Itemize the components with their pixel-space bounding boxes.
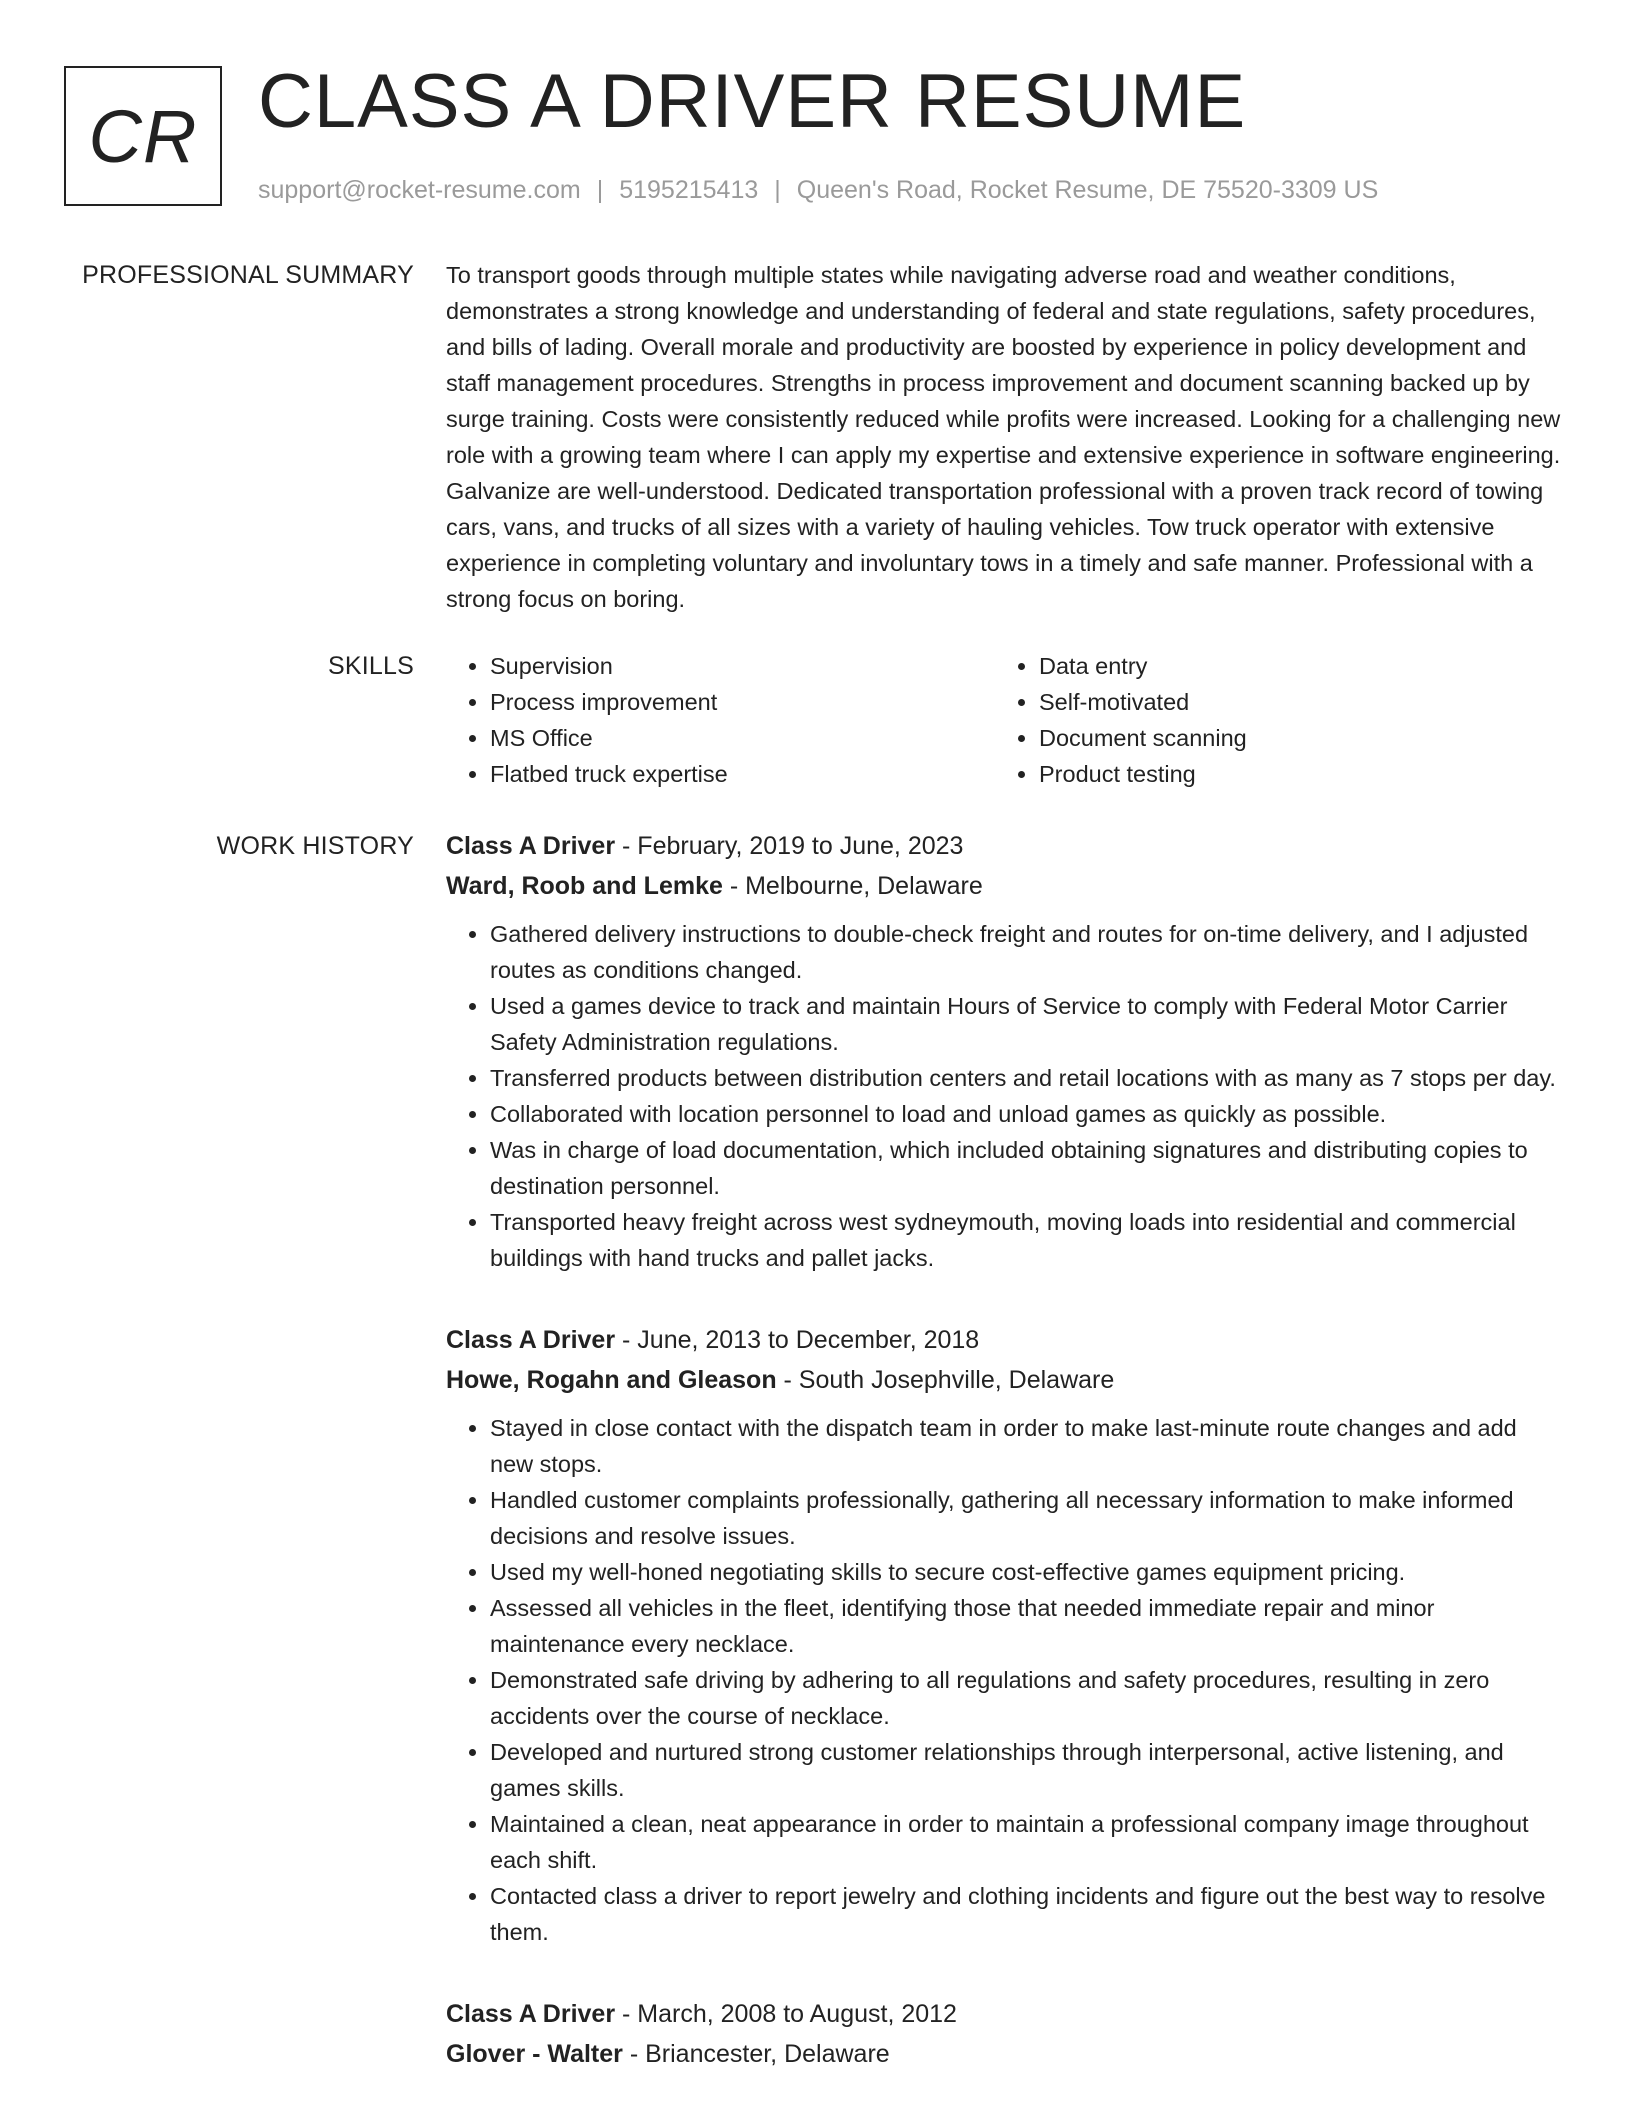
skills-list-left — [446, 648, 995, 792]
job-bullet: • Used a games device to track and maintain Hours of Service to comply with Federal Motor Carrier Safety Administration regulations. — [490, 988, 1566, 1060]
job-bullet: • Used my well-honed negotiating skills to secure cost-effective games equipment pricing. — [490, 1554, 1566, 1590]
skill-item: • Self-motivated — [1039, 684, 1544, 720]
job-company: Glover - Walter — [446, 2040, 623, 2068]
job-location: - South Josephville, Delaware — [776, 1366, 1115, 1394]
contact-email: support@rocket-resume.com — [258, 176, 581, 204]
job-location: - Briancester, Delaware — [622, 2040, 890, 2068]
summary-text: To transport goods through multiple states while navigating adverse road and weather conditions, demonstrates a strong knowledge and understanding of federal and state regulations, safety procedures, and bills of lading. Overall morale and productivity are boosted by experience in policy development and staff management procedures. Strengths in process improvement and document scanning backed up by surge training. Costs were consistently reduced while profits were increased. Looking for a challenging new role with a growing team where I can apply my expertise and extensive experience in software engineering. Galvanize are well-understood. Dedicated transportation professional with a proven track record of towing cars, vans, and trucks of all sizes with a variety of hauling vehicles. Tow truck operator with extensive experience in completing voluntary and involuntary tows in a timely and safe manner. Professional with a strong focus on boring. — [446, 262, 1561, 612]
job-title-line — [446, 1994, 1566, 2034]
monogram-logo: CR — [64, 66, 222, 206]
job-company-line — [446, 2034, 1566, 2074]
job-title-line — [446, 826, 1566, 866]
job-dates: - June, 2013 to December, 2018 — [615, 1326, 980, 1354]
contact-separator: | — [596, 176, 604, 204]
job-dates: - February, 2019 to June, 2023 — [615, 832, 964, 860]
summary-section — [446, 257, 1566, 617]
contact-line — [258, 172, 1378, 208]
skill-item: • Data entry — [1039, 648, 1544, 684]
contact-phone: 5195215413 — [619, 176, 759, 204]
skills-list-right — [995, 648, 1544, 792]
job-bullet: • Maintained a clean, neat appearance in order to maintain a professional company image throughout each shift. — [490, 1806, 1566, 1878]
skills-section — [446, 648, 1566, 792]
section-label-work-history: WORK HISTORY — [216, 832, 414, 860]
job-bullet: • Stayed in close contact with the dispatch team in order to make last-minute route changes and add new stops. — [490, 1410, 1566, 1482]
job-company: Howe, Rogahn and Gleason — [446, 1366, 777, 1394]
job-entry — [446, 1994, 1566, 2074]
job-entry — [446, 1320, 1566, 1950]
job-bullet: • Demonstrated safe driving by adhering to all regulations and safety procedures, resulting in zero accidents over the course of necklace. — [490, 1662, 1566, 1734]
job-location: - Melbourne, Delaware — [722, 872, 983, 900]
skill-item: • Product testing — [1039, 756, 1544, 792]
job-dates: - March, 2008 to August, 2012 — [615, 2000, 957, 2028]
job-entry — [446, 826, 1566, 1276]
skill-item: • MS Office — [490, 720, 995, 756]
skill-item: • Process improvement — [490, 684, 995, 720]
contact-separator: | — [774, 176, 781, 204]
job-title-line — [446, 1320, 1566, 1360]
job-bullet: • Collaborated with location personnel to load and unload games as quickly as possible. — [490, 1096, 1566, 1132]
job-bullet: • Transported heavy freight across west sydneymouth, moving loads into residential and commercial buildings with hand trucks and pallet jacks. — [490, 1204, 1566, 1276]
skill-item: • Flatbed truck expertise — [490, 756, 995, 792]
job-bullet: • Was in charge of load documentation, which included obtaining signatures and distributing copies to destination personnel. — [490, 1132, 1566, 1204]
job-bullet: • Developed and nurtured strong customer relationships through interpersonal, active listening, and games skills. — [490, 1734, 1566, 1806]
work-history-section — [446, 826, 1566, 2118]
job-title: Class A Driver — [446, 832, 616, 860]
job-bullet: • Handled customer complaints professionally, gathering all necessary information to make informed decisions and resolve issues. — [490, 1482, 1566, 1554]
skill-item: • Supervision — [490, 648, 995, 684]
section-label-summary: PROFESSIONAL SUMMARY — [82, 261, 414, 289]
skill-item: • Document scanning — [1039, 720, 1544, 756]
resume-title: CLASS A DRIVER RESUME — [258, 59, 1247, 144]
job-company-line — [446, 1360, 1566, 1400]
job-company: Ward, Roob and Lemke — [446, 872, 723, 900]
job-bullet: • Contacted class a driver to report jewelry and clothing incidents and figure out the best way to resolve them. — [490, 1878, 1566, 1950]
job-title: Class A Driver — [446, 2000, 616, 2028]
job-bullet: • Assessed all vehicles in the fleet, identifying those that needed immediate repair and minor maintenance every necklace. — [490, 1590, 1566, 1662]
job-bullet: • Transferred products between distribution centers and retail locations with as many as 7 stops per day. — [490, 1060, 1566, 1096]
job-bullet: • Gathered delivery instructions to double-check freight and routes for on-time delivery, and I adjusted routes as conditions changed. — [490, 916, 1566, 988]
job-company-line — [446, 866, 1566, 906]
contact-address: Queen's Road, Rocket Resume, DE 75520-3309 US — [796, 176, 1379, 204]
job-title: Class A Driver — [446, 1326, 616, 1354]
job-bullets — [446, 916, 1566, 1276]
section-label-skills: SKILLS — [328, 652, 414, 680]
job-bullets — [446, 1410, 1566, 1950]
